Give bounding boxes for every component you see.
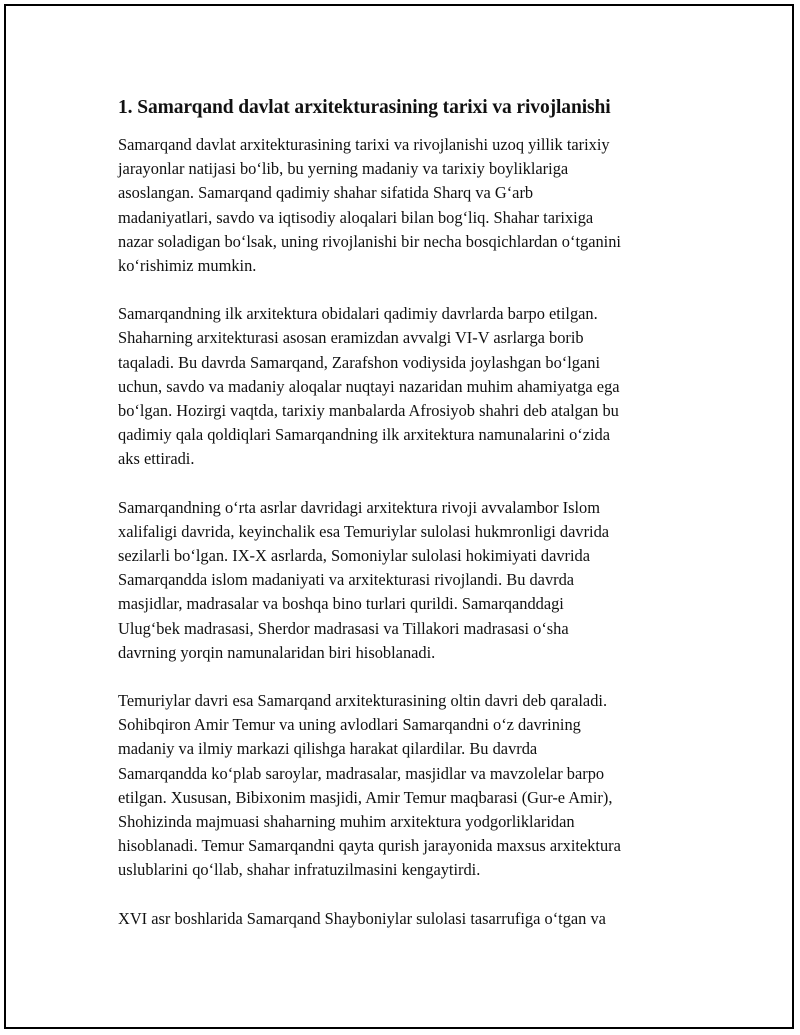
paragraph-2 [118, 302, 690, 471]
text-line: qadimiy qala qoldiqlari Samarqandning ilk arxitektura namunalarini o‘zida [118, 425, 611, 445]
text-line: Ulug‘bek madrasasi, Sherdor madrasasi va Tillakori madrasasi o‘sha [118, 618, 569, 638]
text-line: Shohizinda majmuasi shaharning muhim arxitektura yodgorliklaridan [118, 812, 575, 832]
text-line: Samarqandda islom madaniyati va arxitekturasi rivojlandi. Bu davrda [118, 570, 575, 590]
text-line: etilgan. Xususan, Bibixonim masjidi, Amir Temur maqbarasi (Gur-e Amir), [118, 787, 613, 807]
paragraph-3 [118, 496, 690, 665]
paragraph-5 [118, 907, 690, 931]
section-heading: 1. Samarqand davlat arxitekturasining tarixi va rivojlanishi [118, 97, 611, 118]
text-line: davrning yorqin namunalaridan biri hisoblanadi. [118, 642, 436, 662]
text-line: madaniy va ilmiy markazi qilishga harakat qilardilar. Bu davrda [118, 739, 538, 759]
text-line: masjidlar, madrasalar va boshqa bino turlari qurildi. Samarqanddagi [118, 594, 564, 614]
text-line: Samarqandda ko‘plab saroylar, madrasalar, masjidlar va mavzolelar barpo [118, 763, 605, 783]
text-line: Samarqandning ilk arxitektura obidalari qadimiy davrlarda barpo etilgan. [118, 304, 598, 324]
text-line: jarayonlar natijasi bo‘lib, bu yerning madaniy va tarixiy boyliklariga [118, 159, 569, 179]
text-line: ko‘rishimiz mumkin. [118, 256, 257, 276]
paragraph-1 [118, 133, 690, 278]
text-line: Samarqand davlat arxitekturasining tarixi va rivojlanishi uzoq yillik tarixiy [118, 135, 610, 154]
text-line: taqaladi. Bu davrda Samarqand, Zarafshon vodiysida joylashgan bo‘lgani [118, 352, 601, 372]
text-line: hisoblanadi. Temur Samarqandni qayta qurish jarayonida maxsus arxitektura [118, 836, 621, 856]
text-line: bo‘lgan. Hozirgi vaqtda, tarixiy manbalarda Afrosiyob shahri deb atalgan bu [118, 401, 619, 421]
text-line: xalifaligi davrida, keyinchalik esa Temuriylar sulolasi hukmronligi davrida [118, 521, 610, 541]
text-line: Temuriylar davri esa Samarqand arxitekturasining oltin davri deb qaraladi. [118, 691, 608, 711]
text-line: Sohibqiron Amir Temur va uning avlodlari Samarqandni o‘z davrining [118, 715, 581, 735]
text-line: XVI asr boshlarida Samarqand Shayboniylar sulolasi tasarrufiga o‘tgan va [118, 908, 606, 928]
document-body [118, 95, 690, 955]
text-line: madaniyatlari, savdo va iqtisodiy aloqalari bilan bog‘liq. Shahar tarixiga [118, 207, 594, 227]
text-line: nazar soladigan bo‘lsak, uning rivojlanishi bir necha bosqichlardan o‘tganini [118, 231, 621, 251]
paragraph-4 [118, 689, 690, 883]
text-line: asoslangan. Samarqand qadimiy shahar sifatida Sharq va G‘arb [118, 183, 534, 203]
text-line: Samarqandning o‘rta asrlar davridagi arxitektura rivoji avvalambor Islom [118, 497, 600, 517]
text-line: uchun, savdo va madaniy aloqalar nuqtayi nazaridan muhim ahamiyatga ega [118, 376, 620, 396]
text-line: aks ettiradi. [118, 449, 195, 469]
text-line: uslublarini qo‘llab, shahar infratuzilmasini kengaytirdi. [118, 860, 481, 880]
text-line: Shaharning arxitekturasi asosan eramizdan avvalgi VI-V asrlarga borib [118, 328, 584, 348]
text-line: sezilarli bo‘lgan. IX-X asrlarda, Somoniylar sulolasi hokimiyati davrida [118, 546, 591, 566]
